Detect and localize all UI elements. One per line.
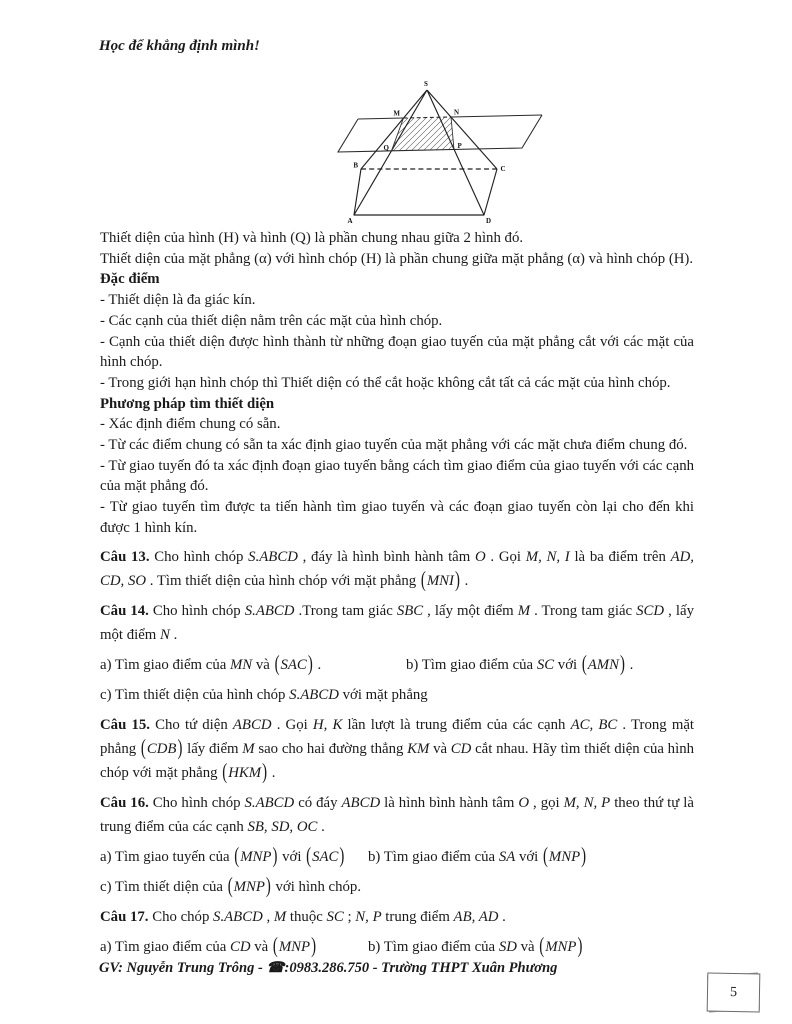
text-run: với <box>278 848 306 865</box>
math-run: ABCD <box>341 794 381 811</box>
paragraph <box>100 311 694 332</box>
paragraph <box>100 228 694 249</box>
math-run: SD <box>498 938 517 955</box>
paragraph <box>100 435 694 456</box>
question-paragraph <box>100 875 694 899</box>
text-run: . Trong mặt phẳng <box>100 716 695 757</box>
math-paren-group: (MNP) <box>542 843 587 868</box>
math-run: M, N, P <box>563 794 611 811</box>
text-run: - Từ giao tuyến tìm được ta tiến hành tìm giao tuyến và các đoạn giao tuyến còn lại cho đến khi được 1 hình kín. <box>100 499 694 536</box>
paragraph <box>100 414 694 435</box>
math-run: S.ABCD <box>213 908 263 925</box>
math-paren-group: (MNP) <box>539 933 583 958</box>
text-run: . Gọi <box>271 716 313 733</box>
math-run: CD <box>229 938 251 955</box>
math-paren-group: (CDB) <box>140 735 183 760</box>
label-M: M <box>393 109 400 118</box>
text-run: lần lượt là trung điểm của các cạnh <box>342 716 571 733</box>
text-run: . Gọi <box>485 548 526 565</box>
document-body <box>100 228 694 965</box>
text-run: a) Tìm giao điểm của <box>100 656 230 673</box>
sub-question-b <box>368 935 694 959</box>
math-run: AC, BC <box>570 716 618 733</box>
math-run: M <box>273 908 287 925</box>
page-number-box <box>707 973 760 1012</box>
text-run: b) Tìm giao điểm của <box>406 656 537 673</box>
question-number-label: Câu 13. <box>100 548 150 565</box>
text-run: a) Tìm giao điểm của <box>100 938 230 955</box>
math-run: H, K <box>312 716 343 733</box>
text-run: là hình bình hành tâm <box>380 794 519 811</box>
text-run: - Thiết diện là đa giác kín. <box>100 292 256 309</box>
text-run: - Xác định điểm chung có sẵn. <box>100 416 281 433</box>
question-paragraph <box>100 791 694 839</box>
page-number: 5 <box>707 973 761 1013</box>
paragraph <box>100 290 694 311</box>
math-run: KM <box>407 740 430 757</box>
text-run: , gọi <box>529 794 564 811</box>
math-run: AD, CD, SO <box>100 548 695 589</box>
label-A: A <box>347 217 353 225</box>
question-paragraph <box>100 545 694 593</box>
text-run: a) Tìm giao tuyến của <box>100 848 234 865</box>
text-run: Cho chóp <box>148 908 214 925</box>
figure-svg <box>322 72 572 232</box>
text-run: theo thứ tự là trung điểm của các cạnh <box>100 794 694 835</box>
text-run: là ba điểm trên <box>569 548 671 565</box>
question-number-label: Câu 15. <box>100 716 150 733</box>
text-run: và <box>516 938 539 955</box>
label-D: D <box>485 217 492 225</box>
label-apex-S: S <box>424 80 428 88</box>
sub-question-a <box>100 845 368 869</box>
two-column-line <box>100 653 694 677</box>
paragraph <box>100 373 694 394</box>
math-run: O <box>518 794 530 811</box>
math-paren-group: (MNP) <box>272 933 317 958</box>
two-column-line <box>100 935 694 959</box>
math-paren-group: (MNP) <box>227 873 271 898</box>
pyramid-cross-section-figure <box>322 72 572 232</box>
question-number-label: Đặc điểm <box>100 271 160 288</box>
paragraph <box>100 497 694 538</box>
text-run: với mặt phẳng <box>338 686 428 703</box>
text-run: có đáy <box>294 794 342 811</box>
sub-question-a <box>100 935 368 959</box>
text-run: . <box>498 908 506 925</box>
question-number-label: Câu 16. <box>100 794 149 811</box>
paragraph <box>100 249 694 270</box>
text-run: , đáy là hình bình hành tâm <box>297 548 475 565</box>
math-paren-group: (MNP) <box>234 843 278 868</box>
text-run: . <box>460 572 469 589</box>
question-number-label: Câu 17. <box>100 908 149 925</box>
text-run: ; <box>343 908 356 925</box>
math-run: CD <box>450 740 472 757</box>
math-run: M <box>242 740 255 757</box>
text-run: . <box>625 656 634 673</box>
text-run: Cho hình chóp <box>148 602 245 619</box>
text-run: Thiết diện của mặt phẳng (α) với hình chóp (H) là phần chung giữa mặt phẳng (α) và hình chóp (H). <box>100 250 694 267</box>
page-header-motto: Học để khẳng định mình! <box>99 38 260 54</box>
text-run: c) Tìm thiết diện của <box>100 878 227 895</box>
math-run: SC <box>326 908 344 925</box>
text-run: . Trong tam giác <box>530 602 637 619</box>
text-run: . <box>268 764 276 781</box>
text-run: Cho hình chóp <box>148 794 245 811</box>
text-run: , lấy một điểm <box>423 602 518 619</box>
text-run: với hình chóp. <box>271 878 362 895</box>
label-C: C <box>500 165 506 173</box>
question-number-label: Câu 14. <box>100 602 149 619</box>
text-run: lấy điểm <box>183 740 243 757</box>
paragraph <box>100 456 694 497</box>
section-heading <box>100 394 694 415</box>
label-B: B <box>353 161 358 170</box>
text-run: - Từ giao tuyến đó ta xác định đoạn giao tuyến bằng cách tìm giao điểm của giao tuyến với các cạnh của mặt phẳng đó. <box>100 457 694 495</box>
text-run: Cho hình chóp <box>149 548 249 565</box>
math-run: N, P <box>355 908 382 925</box>
page-footer: GV: Nguyễn Trung Trông - ☎:0983.286.750 - Trường THPT Xuân Phương <box>99 960 558 976</box>
label-N: N <box>454 108 460 117</box>
sub-question-b <box>406 653 694 677</box>
text-run: . <box>317 818 325 835</box>
text-run: - Trong giới hạn hình chóp thì Thiết diện có thể cắt hoặc không cắt tất cả các mặt của hình chóp. <box>100 374 671 391</box>
text-run: . <box>169 626 178 643</box>
question-paragraph <box>100 905 694 929</box>
math-paren-group: (HKM) <box>222 759 268 784</box>
label-Q: Q <box>383 144 389 152</box>
text-run: với <box>554 656 581 673</box>
text-run: và <box>250 938 272 955</box>
text-run: c) Tìm thiết diện của hình chóp <box>100 686 290 703</box>
question-paragraph <box>100 599 694 647</box>
text-run: b) Tìm giao điểm của <box>368 848 499 865</box>
text-run: với <box>515 848 542 865</box>
math-run: AB, AD <box>453 908 499 925</box>
math-run: MN <box>229 656 253 673</box>
math-run: ABCD <box>232 716 272 733</box>
pyramid-edges <box>354 90 497 215</box>
math-run: SC <box>536 656 555 673</box>
question-paragraph <box>100 713 694 785</box>
text-run: Thiết diện của hình (H) và hình (Q) là phần chung nhau giữa 2 hình đó. <box>100 230 524 246</box>
math-paren-group: (MNI) <box>420 567 460 592</box>
math-run: SB, SD, OC <box>247 818 318 835</box>
text-run: b) Tìm giao điểm của <box>368 938 499 955</box>
math-run: SCD <box>636 602 665 619</box>
paragraph <box>100 332 694 373</box>
math-run: O <box>475 548 486 565</box>
sub-question-b <box>368 845 694 869</box>
text-run: .Trong tam giác <box>294 602 397 619</box>
text-run: . Tìm thiết diện của hình chóp với mặt phẳng <box>146 572 420 589</box>
text-run: thuộc <box>286 908 327 925</box>
text-run: và <box>429 740 451 757</box>
math-run: M, N, I <box>525 548 570 565</box>
math-run: S.ABCD <box>244 602 295 619</box>
math-run: S.ABCD <box>244 794 295 811</box>
text-run: cắt nhau. Hãy tìm thiết diện của hình chóp với mặt phẳng <box>100 740 694 781</box>
text-run: . <box>313 656 322 673</box>
text-run: sao cho hai đường thẳng <box>254 740 408 757</box>
math-run: M <box>517 602 531 619</box>
math-paren-group: (SAC) <box>306 843 345 868</box>
math-paren-group: (SAC) <box>274 651 313 676</box>
math-run: SBC <box>396 602 424 619</box>
math-run: S.ABCD <box>248 548 298 565</box>
text-run: - Cạnh của thiết diện được hình thành từ những đoạn giao tuyến của mặt phẳng cắt với các mặt của hình chóp. <box>100 333 694 371</box>
math-run: S.ABCD <box>289 686 339 703</box>
sub-question-a <box>100 653 406 677</box>
text-run: - Từ các điểm chung có sẵn ta xác định giao tuyến của mặt phẳng với các mặt chưa điểm chung đó. <box>100 437 688 454</box>
text-run: - Các cạnh của thiết diện nằm trên các mặt của hình chóp. <box>100 312 443 329</box>
label-P: P <box>457 142 462 150</box>
question-number-label: Phương pháp tìm thiết diện <box>100 395 275 412</box>
math-run: N <box>160 626 170 643</box>
text-run: trung điểm <box>381 908 454 925</box>
two-column-line <box>100 845 694 869</box>
question-paragraph <box>100 683 694 707</box>
math-run: SA <box>498 848 516 865</box>
section-heading <box>100 269 694 290</box>
math-paren-group: (AMN) <box>581 651 625 676</box>
text-run: , lấy một điểm <box>100 602 694 643</box>
text-run: và <box>252 656 274 673</box>
text-run: , <box>262 908 274 925</box>
text-run: Cho tứ diện <box>149 716 233 733</box>
